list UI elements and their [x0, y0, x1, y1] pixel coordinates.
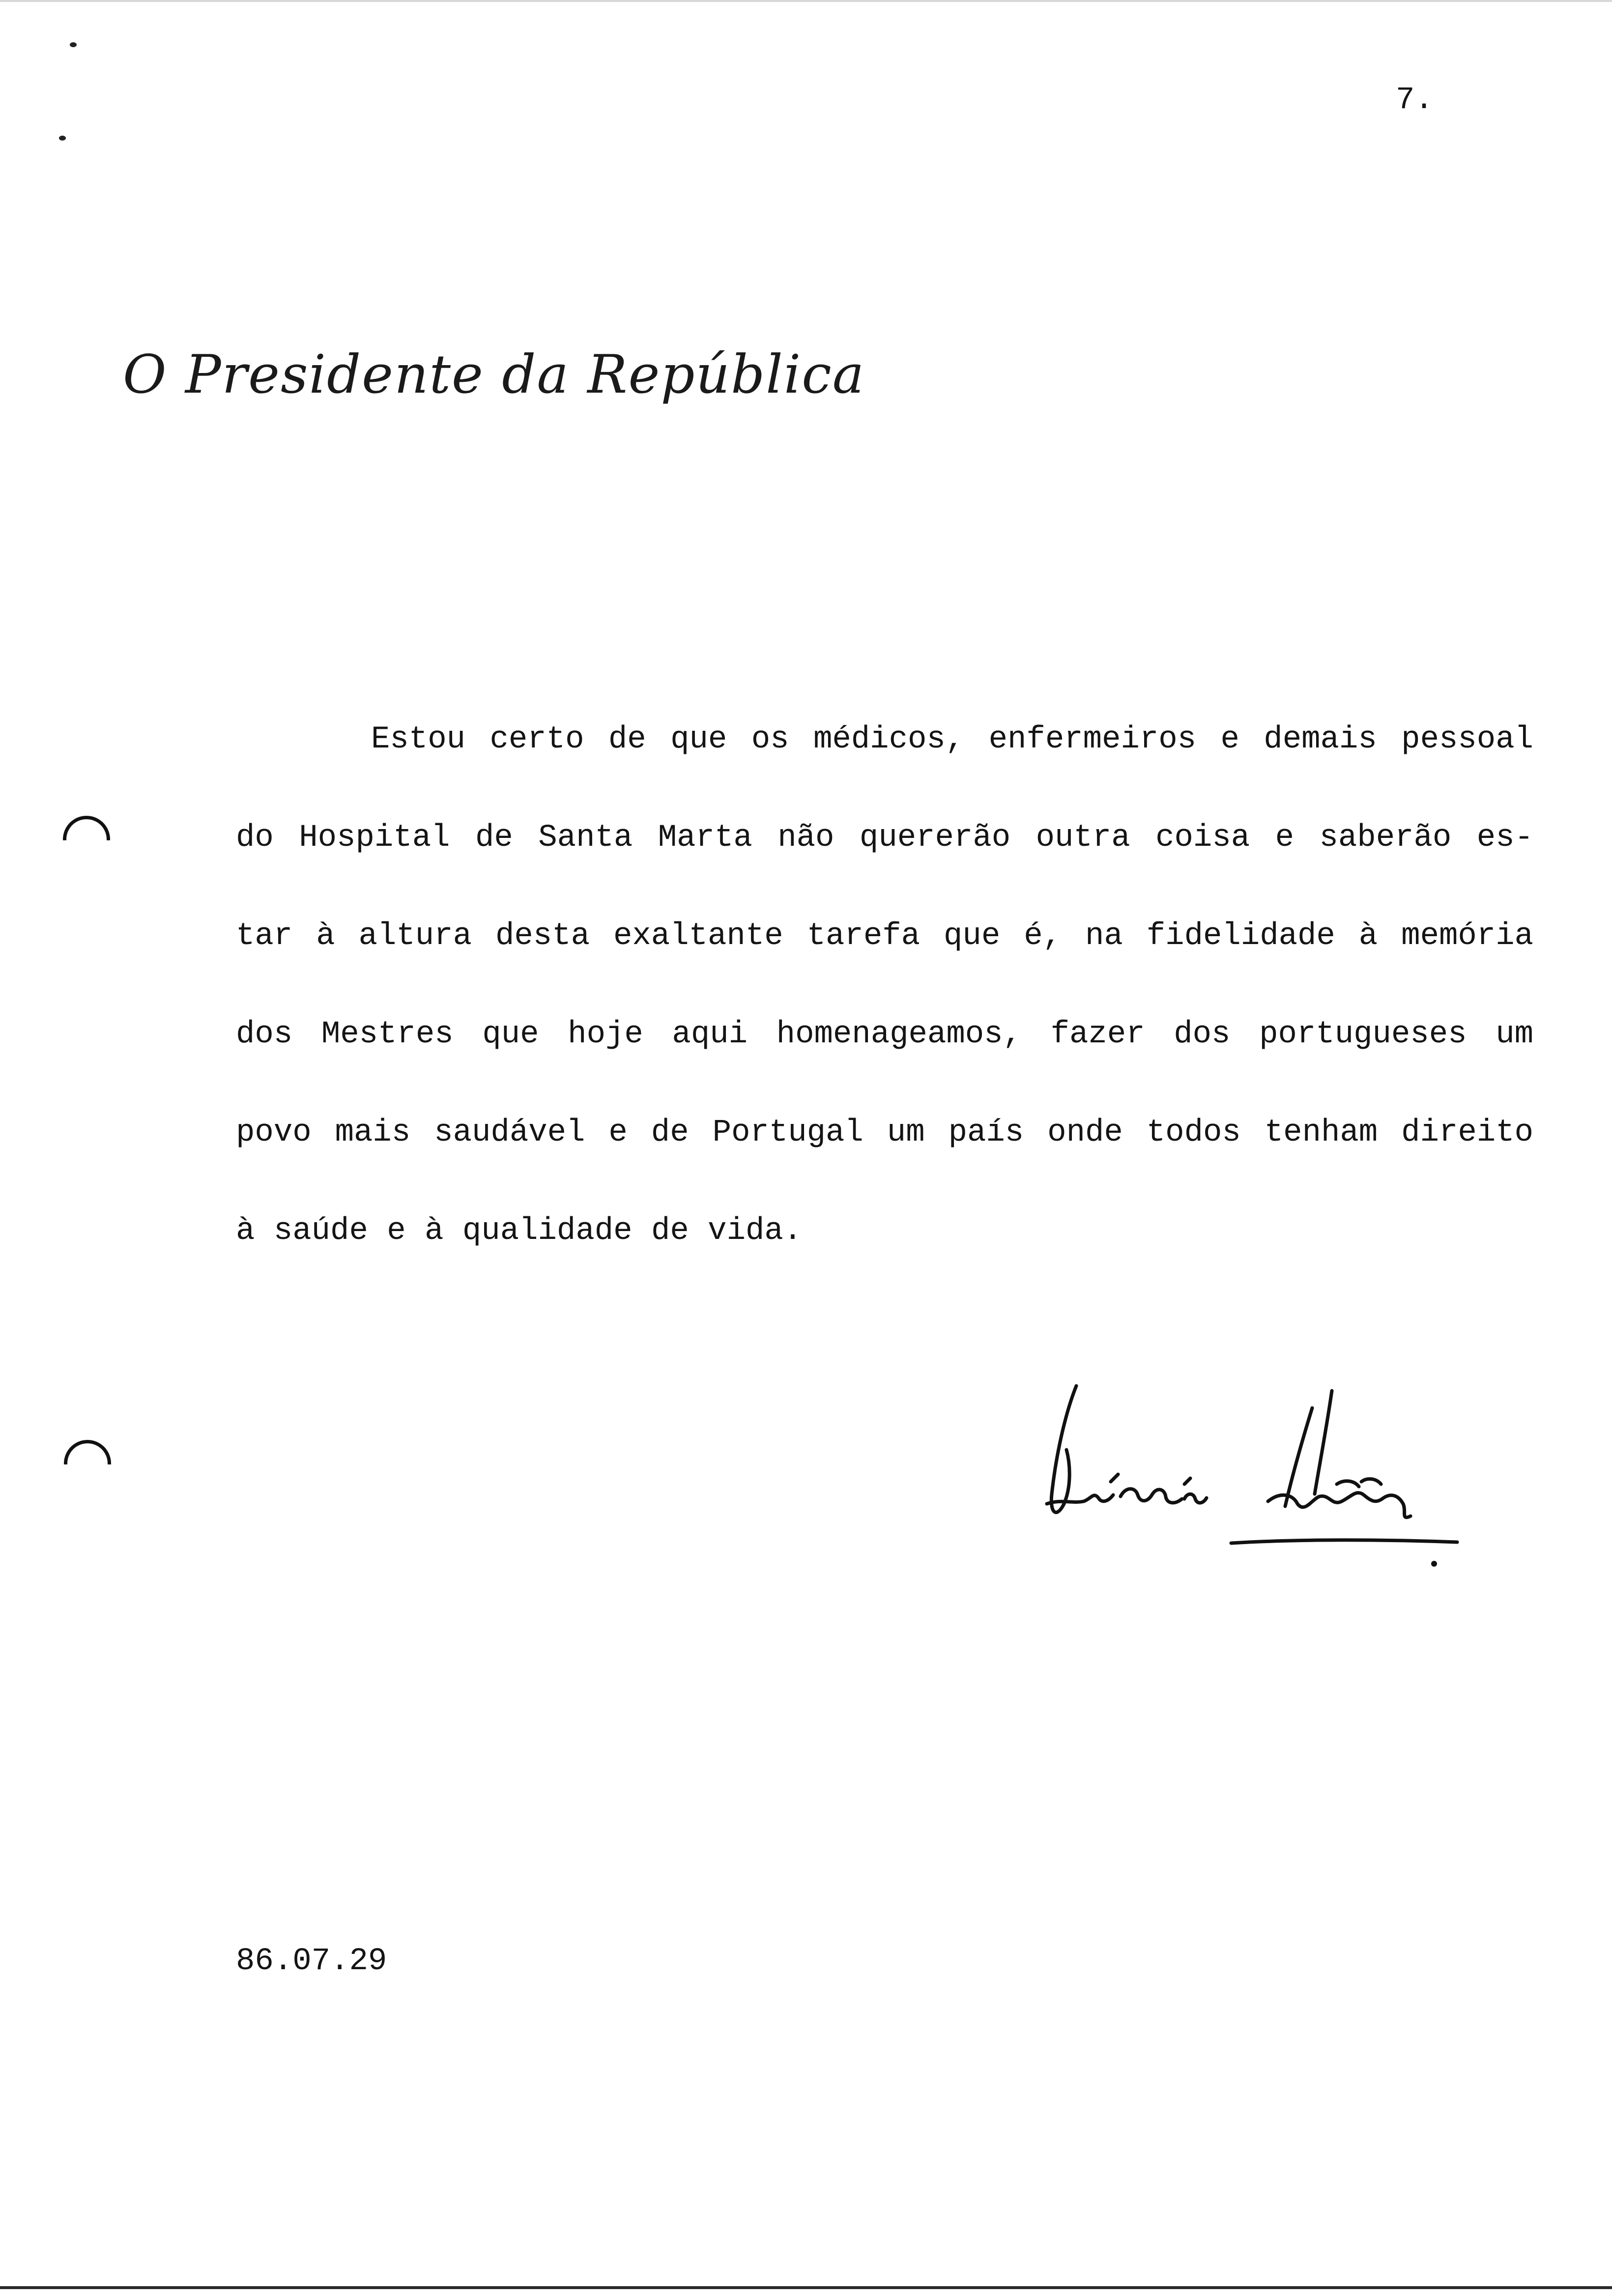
scan-mark-left: [59, 136, 66, 141]
letter-body: [236, 715, 1533, 1305]
document-date: 86.07.29: [236, 1944, 387, 1979]
punch-hole-lower: [64, 1440, 111, 1487]
body-line: povo mais saudável e de Portugal um país onde todos tenham direito: [236, 1115, 1533, 1150]
bottom-edge-line: [0, 2286, 1612, 2289]
body-line: dos Mestres que hoje aqui homenageamos, fazer dos portugueses um: [236, 1017, 1533, 1052]
handwritten-signature: [1037, 1381, 1465, 1587]
body-line: do Hospital de Santa Marta não quererão outra coisa e saberão es-: [236, 820, 1533, 856]
letterhead-title: O Presidente da República: [123, 344, 865, 405]
page-number: 7.: [1396, 83, 1434, 118]
top-edge-line: [0, 0, 1612, 2]
body-line: à saúde e à qualidade de vida.: [236, 1213, 803, 1249]
scan-mark-top: [70, 42, 77, 47]
body-line: Estou certo de que os médicos, enfermeiros e demais pessoal: [371, 722, 1533, 757]
punch-hole-upper: [63, 816, 110, 863]
body-line: tar à altura desta exaltante tarefa que é, na fidelidade à memória: [236, 918, 1533, 954]
